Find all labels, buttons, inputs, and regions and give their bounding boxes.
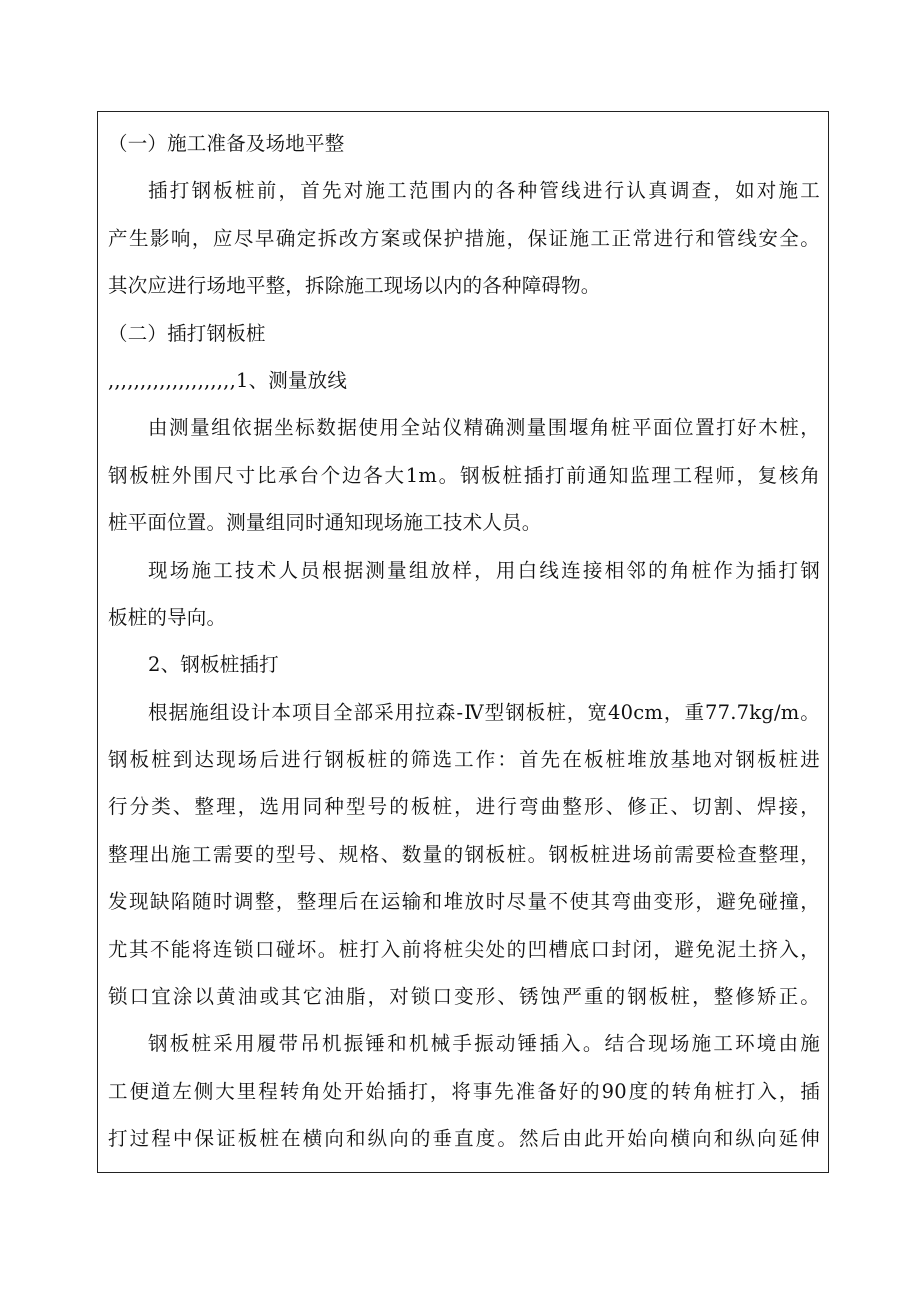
text-line: 钢板桩到达现场后进行钢板桩的筛选工作：首先在板桩堆放基地对钢板桩进	[108, 748, 820, 772]
text-line: 行分类、整理，选用同种型号的板桩，进行弯曲整形、修正、切割、焊接，	[108, 795, 820, 819]
text-line: 根据施组设计本项目全部采用拉森-Ⅳ型钢板桩，宽40cm，重77.7kg/m。	[148, 700, 820, 724]
text-line: 钢板桩采用履带吊机振锤和机械手振动锤插入。结合现场施工环境由施	[148, 1032, 820, 1056]
text-line: （一）施工准备及场地平整	[108, 132, 345, 155]
document-body	[108, 120, 820, 1163]
text-line: 其次应进行场地平整，拆除施工现场以内的各种障碍物。	[108, 274, 601, 298]
text-line: 打过程中保证板桩在横向和纵向的垂直度。然后由此开始向横向和纵向延伸	[108, 1127, 820, 1151]
text-line: 工便道左侧大里程转角处开始插打，将事先准备好的90度的转角桩打入，插	[108, 1079, 820, 1103]
text-line: 插打钢板桩前，首先对施工范围内的各种管线进行认真调查，如对施工	[148, 179, 820, 203]
text-line: 尤其不能将连锁口碰坏。桩打入前将桩尖处的凹槽底口封闭，避免泥土挤入，	[108, 937, 820, 961]
text-line: 现场施工技术人员根据测量组放样，用白线连接相邻的角桩作为插打钢	[148, 558, 820, 582]
text-line: 钢板桩外围尺寸比承台个边各大1m。钢板桩插打前通知监理工程师，复核角	[108, 463, 820, 487]
text-line: 发现缺陷随时调整，整理后在运输和堆放时尽量不使其弯曲变形，避免碰撞，	[108, 890, 820, 914]
text-line: 锁口宜涂以黄油或其它油脂，对锁口变形、锈蚀严重的钢板桩，整修矫正。	[108, 985, 820, 1009]
text-line: （二）插打钢板桩	[108, 321, 266, 345]
text-line: 产生影响，应尽早确定拆改方案或保护措施，保证施工正常进行和管线安全。	[108, 226, 820, 250]
document-frame	[97, 111, 829, 1173]
text-line: 整理出施工需要的型号、规格、数量的钢板桩。钢板桩进场前需要检查整理，	[108, 842, 820, 866]
text-line: 桩平面位置。测量组同时通知现场施工技术人员。	[108, 511, 542, 535]
text-line: 2、钢板桩插打	[148, 653, 279, 677]
text-line: 由测量组依据坐标数据使用全站仪精确测量围堰角桩平面位置打好木桩，	[148, 416, 820, 440]
text-line: 板桩的导向。	[108, 605, 227, 629]
text-line: ,,,,,,,,,,,,,,,,,,,,1、测量放线	[108, 368, 348, 392]
